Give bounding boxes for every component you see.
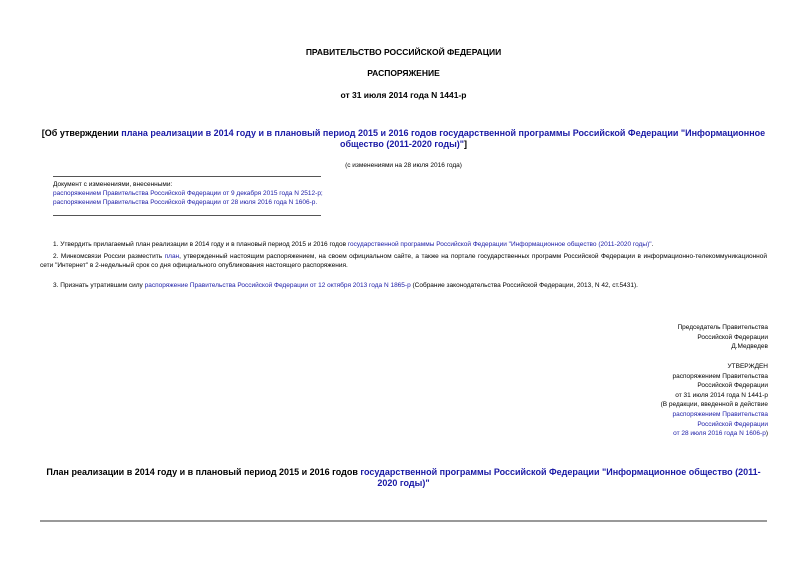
approval-block: [560, 362, 768, 439]
approval-link-1[interactable]: распоряжением Правительства: [672, 410, 768, 418]
document-type-heading: РАСПОРЯЖЕНИЕ: [367, 68, 440, 78]
paragraph-1-link[interactable]: государственной программы Российской Федерации "Информационное общество (2011-2020 годы)": [347, 241, 652, 248]
paragraph-1-end: .: [651, 241, 654, 248]
bottom-divider: [40, 520, 767, 522]
title-close-text: ]: [464, 139, 468, 149]
title-open-text: [Об утверждении: [41, 128, 122, 138]
changes-heading: Документ с изменениями, внесенными:: [53, 181, 173, 188]
plan-title-text: План реализации в 2014 году и в плановый период 2015 и 2016 годов: [46, 467, 361, 477]
change-link-1[interactable]: распоряжением Правительства Российской Федерации от 9 декабря 2015 года N 2512-р;: [53, 190, 323, 197]
signature-name: Д.Медведев: [731, 343, 768, 351]
approval-link-2[interactable]: Российской Федерации: [697, 420, 768, 428]
paragraph-3-link[interactable]: распоряжение Правительства Российской Федерации от 12 октября 2013 года N 1865-р: [144, 282, 411, 289]
approval-revision-note: (В редакции, введенной в действие: [660, 401, 768, 409]
paragraph-1: [40, 240, 767, 249]
paragraph-3-text: 3. Признать утратившим силу: [53, 282, 145, 289]
paragraph-3: [40, 281, 767, 290]
approval-heading: УТВЕРЖДЕН: [727, 363, 768, 370]
change-link-2[interactable]: распоряжением Правительства Российской Федерации от 28 июля 2016 года N 1606-р.: [53, 199, 318, 206]
paragraph-2-end: , утвержденный настоящим распоряжением, на своем официальном сайте, а также на портале государственных программ Российской Федерации в информационно-телекоммуникационной сети "Интернет" в 2-недельный срок со дня официального опубликования настоящего распоряжения.: [40, 253, 767, 269]
paragraph-2: [40, 252, 767, 270]
plan-title-link[interactable]: государственной программы Российской Федерации "Информационное общество (2011-2020 годы)": [360, 467, 761, 488]
signature-country: Российской Федерации: [697, 333, 768, 341]
approval-date: от 31 июля 2014 года N 1441-р: [675, 391, 768, 399]
plan-title: [40, 467, 767, 489]
approval-line-2: распоряжением Правительства: [672, 372, 768, 380]
revision-note: (с изменениями на 28 июля 2016 года): [345, 162, 462, 169]
changes-top-divider: [53, 176, 321, 177]
paragraph-2-link[interactable]: план: [164, 253, 180, 260]
changes-box: [53, 180, 353, 207]
document-title: [40, 128, 767, 150]
title-link[interactable]: плана реализации в 2014 году и в плановый период 2015 и 2016 годов государственной программы Российской Федерации "Информационное общество (2011-2020 годы)": [121, 128, 766, 149]
signature-block: [560, 323, 768, 352]
paragraph-3-end: (Собрание законодательства Российской Федерации, 2013, N 42, ст.5431).: [410, 282, 638, 289]
changes-bottom-divider: [53, 215, 321, 216]
approval-close: ): [765, 430, 768, 438]
document-date-number: от 31 июля 2014 года N 1441-р: [340, 90, 467, 100]
approval-link-3[interactable]: от 28 июля 2016 года N 1606-р: [673, 430, 766, 438]
approval-line-3: Российской Федерации: [697, 382, 768, 390]
signature-position: Председатель Правительства: [677, 324, 768, 331]
paragraph-2-text: 2. Минкомсвязи России разместить: [53, 253, 165, 260]
government-heading: ПРАВИТЕЛЬСТВО РОССИЙСКОЙ ФЕДЕРАЦИИ: [305, 47, 502, 57]
paragraph-1-text: 1. Утвердить прилагаемый план реализации в 2014 году и в плановый период 2015 и 2016 годов: [53, 241, 348, 248]
